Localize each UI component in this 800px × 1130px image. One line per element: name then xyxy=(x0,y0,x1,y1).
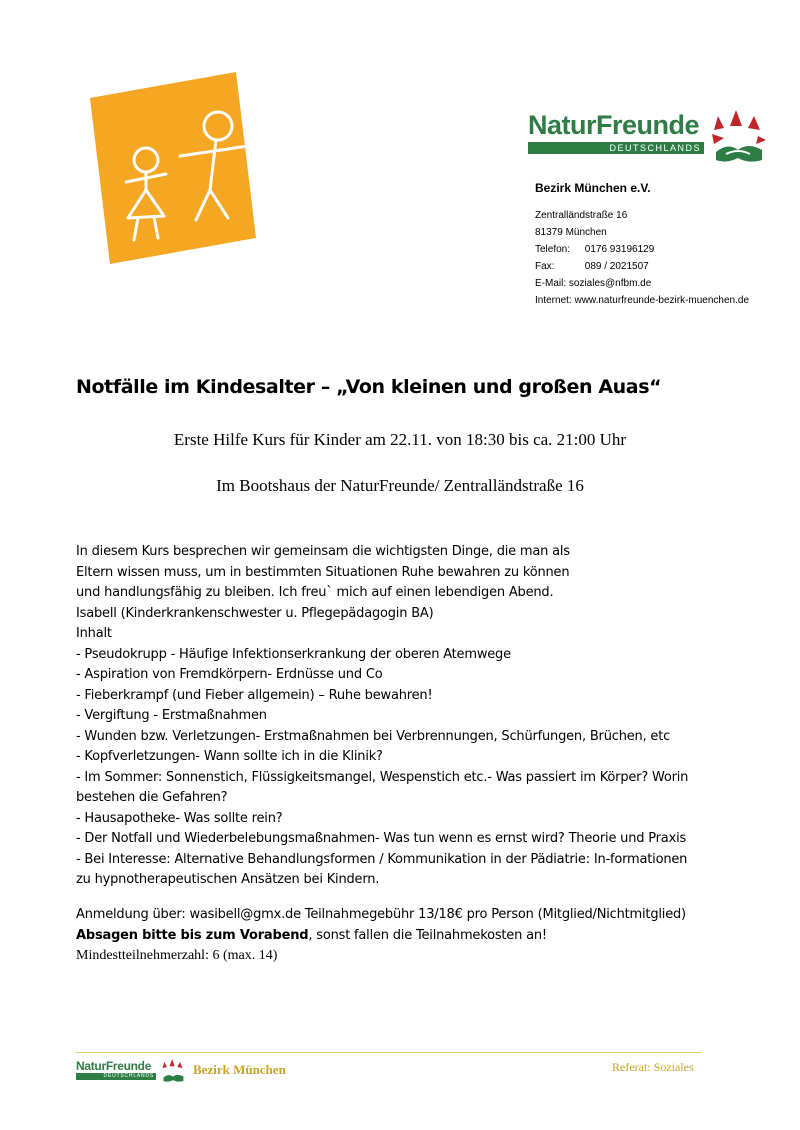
intro-line: Eltern wissen muss, um in bestimmten Situationen Ruhe bewahren zu können xyxy=(76,564,570,580)
footer-divider xyxy=(76,1052,702,1053)
cancellation-line xyxy=(76,926,736,947)
org-name: Bezirk München e.V. xyxy=(535,181,651,195)
logo-subtitle: DEUTSCHLANDS xyxy=(528,142,704,154)
list-item: - Im Sommer: Sonnenstich, Flüssigkeitsmangel, Wespenstich etc.- Was passiert im Körper? Worin bestehen die Gefahren? xyxy=(76,769,689,805)
footer-department: Referat: Soziales xyxy=(612,1060,694,1074)
author-line: Isabell (Kinderkrankenschwester u. Pflegepädagogin BA) xyxy=(76,605,434,621)
list-item: - Wunden bzw. Verletzungen- Erstmaßnahmen bei Verbrennungen, Schürfungen, Brüchen, etc xyxy=(76,728,671,744)
fax-row xyxy=(535,258,775,275)
street: Zentralländstraße 16 xyxy=(535,210,628,221)
fax-label: Fax: xyxy=(535,261,555,272)
website: Internet: www.naturfreunde-bezirk-muenchen.de xyxy=(535,295,750,306)
min-participants: Mindestteilnehmerzahl: 6 (max. 14) xyxy=(76,948,278,963)
cancellation-bold: Absagen bitte bis zum Vorabend xyxy=(76,927,309,943)
list-item: - Bei Interesse: Alternative Behandlungsformen / Kommunikation in der Pädiatrie: In-formationen zu hypnotherapeutischen Ansätzen bei Kindern. xyxy=(76,851,688,887)
intro-paragraph xyxy=(76,542,716,645)
logo-name: NaturFreunde xyxy=(528,110,700,140)
document-body xyxy=(76,542,716,891)
footer-flower-hands-icon xyxy=(160,1058,186,1084)
intro-line: In diesem Kurs besprechen wir gemeinsam die wichtigsten Dinge, die man als xyxy=(76,544,570,559)
contents-heading: Inhalt xyxy=(76,626,112,641)
footer-naturfreunde-logo xyxy=(76,1058,186,1084)
list-item: - Aspiration von Fremdkörpern- Erdnüsse und Co xyxy=(76,667,383,682)
list-item: - Fieberkrampf (und Fieber allgemein) – Ruhe bewahren! xyxy=(76,687,433,703)
registration-line: Anmeldung über: wasibell@gmx.de Teilnahmegebühr 13/18€ pro Person (Mitglied/Nichtmitglied) xyxy=(76,907,686,922)
list-item: - Hausapotheke- Was sollte rein? xyxy=(76,810,283,826)
course-location: Im Bootshaus der NaturFreunde/ Zentralländstraße 16 xyxy=(216,476,584,495)
footer-logo-name: NaturFreunde xyxy=(76,1059,152,1073)
fax-value: 089 / 2021507 xyxy=(584,261,649,272)
phone-row xyxy=(535,241,775,258)
list-item: - Pseudokrupp - Häufige Infektionserkrankung der oberen Atemwege xyxy=(76,646,511,662)
kids-logo xyxy=(88,70,258,265)
document-title: Notfälle im Kindesalter – „Von kleinen und großen Auas“ xyxy=(76,376,662,398)
list-item: - Vergiftung - Erstmaßnahmen xyxy=(76,708,267,723)
contents-list xyxy=(76,645,716,891)
phone-label: Telefon: xyxy=(535,244,571,255)
list-item: - Kopfverletzungen- Wann sollte ich in die Klinik? xyxy=(76,749,383,764)
intro-line: und handlungsfähig zu bleiben. Ich freu` mich auf einen lebendigen Abend. xyxy=(76,585,554,600)
email: E-Mail: soziales@nfbm.de xyxy=(535,278,652,289)
footer-logo-subtitle: DEUTSCHLANDS xyxy=(76,1073,156,1080)
address-block xyxy=(535,180,775,309)
flower-hands-icon xyxy=(708,108,768,166)
phone-value: 0176 93196129 xyxy=(584,244,655,255)
naturfreunde-logo xyxy=(528,108,768,166)
cancellation-rest: , sonst fallen die Teilnahmekosten an! xyxy=(308,927,547,943)
city: 81379 München xyxy=(535,227,607,238)
list-item: - Der Notfall und Wiederbelebungsmaßnahmen- Was tun wenn es ernst wird? Theorie und Praxis xyxy=(76,831,687,846)
footer-district: Bezirk München xyxy=(193,1062,286,1077)
registration-block xyxy=(76,905,736,967)
course-subtitle: Erste Hilfe Kurs für Kinder am 22.11. von 18:30 bis ca. 21:00 Uhr xyxy=(173,430,627,449)
